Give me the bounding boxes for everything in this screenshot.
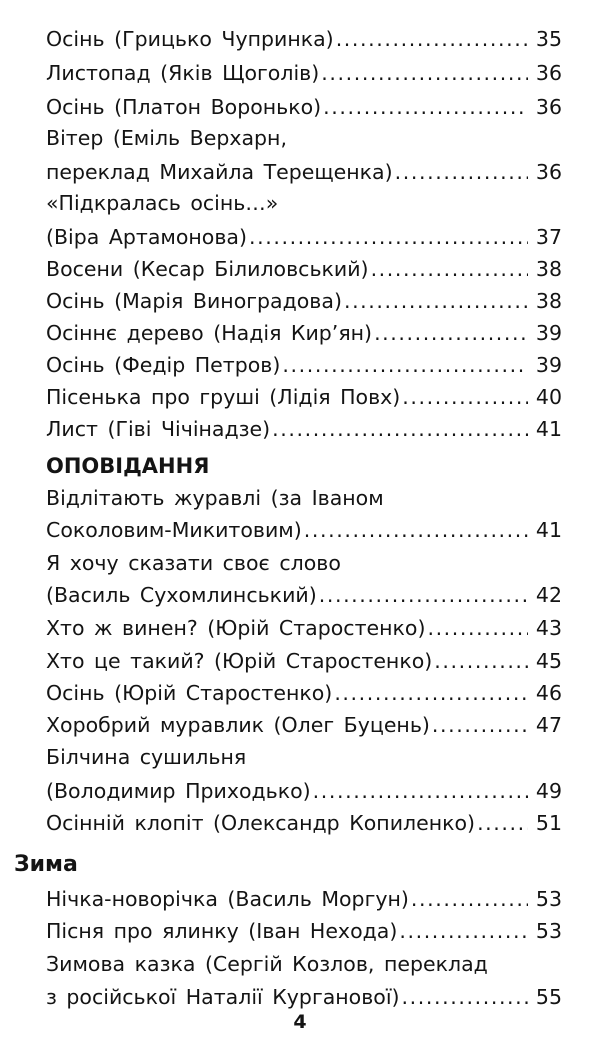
toc-entry-title: (Володимир Приходько) (46, 779, 311, 803)
toc-entry-page: 51 (535, 811, 562, 835)
dot-leader (334, 676, 528, 710)
toc-entry-title: Осіннє дерево (Надія Кир’ян) (46, 321, 373, 345)
toc-entry-first-line: Вітер (Еміль Верхарн, (46, 126, 287, 150)
toc-entry-page: 39 (535, 353, 562, 377)
toc-entry (46, 22, 562, 56)
toc-entry-title: Пісня про ялинку (Іван Нехода) (46, 919, 398, 943)
toc-entry (46, 155, 562, 189)
toc-entry-page: 35 (535, 27, 562, 51)
toc-entry-page: 53 (535, 919, 562, 943)
toc-entry-page: 36 (535, 160, 562, 184)
toc-entry (46, 513, 562, 547)
dot-leader (282, 348, 528, 382)
toc-entry (46, 644, 562, 678)
toc-entry-page: 41 (535, 417, 562, 441)
toc-entry-title: Восени (Кесар Білиловський) (46, 257, 369, 281)
dot-leader (434, 644, 528, 678)
dot-leader (304, 513, 528, 547)
toc-entry (46, 611, 562, 645)
toc-entry-title: (Василь Сухомлинський) (46, 583, 317, 607)
toc-entry-title: Хто ж винен? (Юрій Старостенко) (46, 616, 426, 640)
toc-entry-page: 40 (535, 385, 562, 409)
dot-leader (336, 22, 528, 56)
toc-entry-page: 38 (535, 257, 562, 281)
toc-entry-title: Осінь (Юрій Старостенко) (46, 681, 333, 705)
dot-leader (344, 284, 528, 318)
toc-entry-page: 41 (535, 518, 562, 542)
dot-leader (477, 806, 528, 840)
dot-leader (399, 914, 528, 948)
toc-entry-title: Хто це такий? (Юрій Старостенко) (46, 649, 433, 673)
dot-leader (371, 252, 528, 286)
toc-entry-title: Листопад (Яків Щоголів) (46, 61, 320, 85)
dot-leader (411, 882, 528, 916)
toc-entry-page: 42 (535, 583, 562, 607)
dot-leader (321, 56, 528, 90)
toc-entry-title: Хоробрий муравлик (Олег Буцень) (46, 713, 430, 737)
toc-entry-first-line: Відлітають журавлі (за Іваном (46, 486, 384, 510)
toc-entry-page: 55 (535, 985, 562, 1009)
toc-entry-title: Соколовим-Микитовим) (46, 518, 302, 542)
toc-entry (46, 806, 562, 840)
section-title-winter: Зима (14, 852, 78, 877)
toc-entry-page: 39 (535, 321, 562, 345)
toc-entry-title: Осінь (Платон Воронько) (46, 95, 322, 119)
toc-entry-page: 53 (535, 887, 562, 911)
toc-entry-page: 45 (535, 649, 562, 673)
toc-entry (46, 708, 562, 742)
toc-entry (46, 380, 562, 414)
dot-leader (323, 90, 528, 124)
toc-entry-page: 43 (535, 616, 562, 640)
dot-leader (249, 220, 528, 254)
dot-leader (313, 774, 528, 808)
toc-entry (46, 90, 562, 124)
dot-leader (427, 611, 527, 645)
toc-entry-page: 46 (535, 681, 562, 705)
toc-entry (46, 284, 562, 318)
toc-entry (46, 252, 562, 286)
toc-entry (46, 578, 562, 612)
toc-entry-title: Нічка-новорічка (Василь Моргун) (46, 887, 409, 911)
dot-leader (432, 708, 528, 742)
section-heading-stories: ОПОВІДАННЯ (46, 454, 210, 478)
dot-leader (402, 980, 528, 1014)
toc-entry-title: Лист (Гіві Чічінадзе) (46, 417, 271, 441)
toc-entry-first-line: Я хочу сказати своє слово (46, 551, 341, 575)
page-number: 4 (293, 1011, 307, 1033)
toc-entry (46, 914, 562, 948)
toc-entry (46, 348, 562, 382)
dot-leader (395, 155, 528, 189)
toc-entry-page: 38 (535, 289, 562, 313)
toc-entry-page: 47 (535, 713, 562, 737)
toc-entry-title: Осінь (Грицько Чупринка) (46, 27, 334, 51)
toc-entry-page: 37 (535, 225, 562, 249)
toc-entry (46, 774, 562, 808)
toc-entry-page: 36 (535, 95, 562, 119)
toc-entry (46, 676, 562, 710)
dot-leader (319, 578, 528, 612)
toc-entry-first-line: Зимова казка (Сергій Козлов, переклад (46, 952, 488, 976)
toc-entry-title: Осінь (Марія Виноградова) (46, 289, 342, 313)
toc-entry (46, 56, 562, 90)
toc-entry (46, 882, 562, 916)
toc-entry-title: Осінній клопіт (Олександр Копиленко) (46, 811, 476, 835)
toc-entry-page: 49 (535, 779, 562, 803)
dot-leader (272, 412, 528, 446)
dot-leader (374, 316, 528, 350)
toc-entry-title: Осінь (Федір Петров) (46, 353, 281, 377)
dot-leader (402, 380, 528, 414)
toc-entry-first-line: Білчина сушильня (46, 745, 247, 769)
toc-entry (46, 316, 562, 350)
toc-entry (46, 980, 562, 1014)
toc-entry (46, 412, 562, 446)
toc-entry-first-line: «Підкралась осінь…» (46, 191, 279, 215)
toc-entry-title: Пісенька про груші (Лідія Повх) (46, 385, 401, 409)
toc-entry-title: (Віра Артамонова) (46, 225, 247, 249)
toc-entry-page: 36 (535, 61, 562, 85)
toc-entry-title: з російської Наталії Курганової) (46, 985, 400, 1009)
toc-entry (46, 220, 562, 254)
toc-entry-title: переклад Михайла Терещенка) (46, 160, 393, 184)
